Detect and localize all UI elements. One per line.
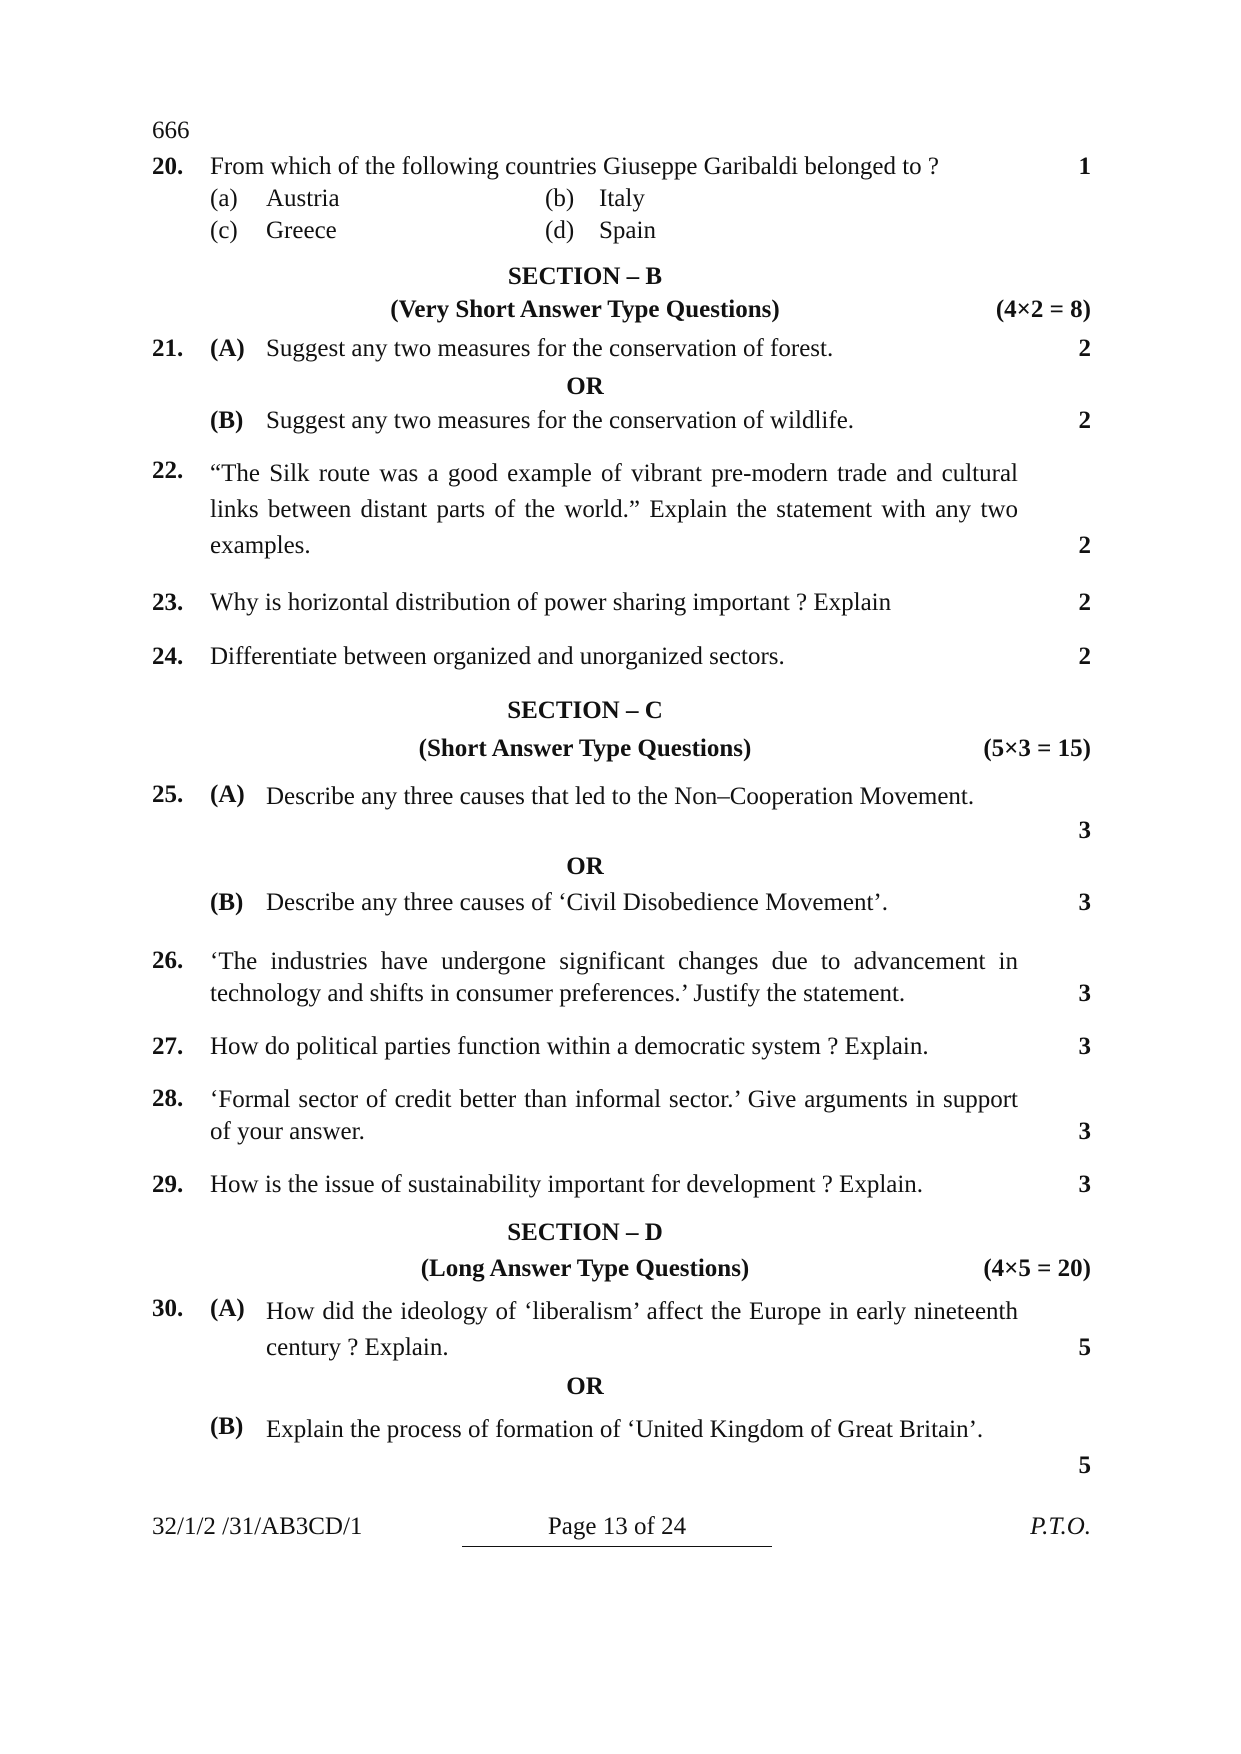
or-divider: OR	[566, 373, 604, 400]
sub-question-text: How did the ideology of ‘liberalism’ affect the Europe in early nineteenth century ? Explain.	[266, 1298, 1018, 1361]
option-text: Italy	[599, 185, 645, 212]
footer-code: 32/1/2 /31/AB3CD/1	[152, 1513, 363, 1540]
section-subtitle: (Long Answer Type Questions)	[420, 1255, 750, 1282]
question-marks: 1	[1078, 153, 1091, 180]
question-number: 24.	[152, 643, 184, 670]
question-marks: 3	[1078, 1171, 1091, 1198]
question-text: How do political parties function within a democratic system ? Explain.	[210, 1033, 929, 1060]
question-number: 25.	[152, 781, 184, 808]
question-marks: 3	[1078, 889, 1091, 916]
question-number: 21.	[152, 335, 184, 362]
or-divider: OR	[566, 853, 604, 880]
section-marks: (5×3 = 15)	[983, 735, 1091, 762]
section-title: SECTION – C	[507, 697, 663, 724]
question-number: 28.	[152, 1085, 184, 1112]
sub-question-text: Describe any three causes that led to the Non–Cooperation Movement.	[266, 783, 975, 810]
question-text: “The Silk route was a good example of vibrant pre-modern trade and cultural links between distant parts of the world.” Explain the statement with any two examples.	[210, 460, 1018, 559]
question-marks: 2	[1078, 532, 1091, 559]
sub-question-label: (A)	[210, 1295, 245, 1322]
option-label: (d)	[545, 217, 575, 244]
question-text: Why is horizontal distribution of power sharing important ? Explain	[210, 589, 892, 616]
sub-question-text: Suggest any two measures for the conservation of wildlife.	[266, 407, 855, 434]
sub-question-text: Suggest any two measures for the conservation of forest.	[266, 335, 834, 362]
section-subtitle: (Short Answer Type Questions)	[418, 735, 752, 762]
sub-question-label: (A)	[210, 335, 245, 362]
sub-question-label: (B)	[210, 407, 244, 434]
sub-question-label: (B)	[210, 889, 244, 916]
sub-question-text: Explain the process of formation of ‘United Kingdom of Great Britain’.	[266, 1416, 984, 1443]
option-label: (c)	[210, 217, 238, 244]
question-marks: 2	[1078, 643, 1091, 670]
question-marks: 3	[1078, 1033, 1091, 1060]
question-text: ‘The industries have undergone significant changes due to advancement in technology and shifts in consumer preferences.’ Justify the statement.	[210, 948, 1018, 1007]
footer-pto: P.T.O.	[1030, 1513, 1091, 1540]
question-marks: 3	[1078, 1118, 1091, 1145]
page-top-code: 666	[152, 117, 190, 144]
sub-question-text: Describe any three causes of ‘Civil Disobedience Movement’.	[266, 889, 889, 916]
footer-page-number: Page 13 of 24	[462, 1512, 772, 1547]
question-number: 22.	[152, 457, 184, 484]
sub-question-label: (A)	[210, 781, 245, 808]
question-number: 27.	[152, 1033, 184, 1060]
question-marks: 5	[1078, 1452, 1091, 1479]
question-text: From which of the following countries Giuseppe Garibaldi belonged to ?	[210, 153, 940, 180]
question-marks: 2	[1078, 335, 1091, 362]
question-number: 23.	[152, 589, 184, 616]
option-text: Austria	[266, 185, 340, 212]
question-text: Differentiate between organized and unorganized sectors.	[210, 643, 785, 670]
section-marks: (4×2 = 8)	[995, 296, 1091, 323]
option-text: Greece	[266, 217, 337, 244]
question-marks: 2	[1078, 589, 1091, 616]
question-marks: 5	[1078, 1334, 1091, 1361]
question-text: ‘Formal sector of credit better than informal sector.’ Give arguments in support of your answer.	[210, 1086, 1018, 1145]
question-number: 20.	[152, 153, 184, 180]
option-label: (a)	[210, 185, 238, 212]
question-number: 29.	[152, 1171, 184, 1198]
question-marks: 2	[1078, 407, 1091, 434]
section-marks: (4×5 = 20)	[983, 1255, 1091, 1282]
question-marks: 3	[1078, 980, 1091, 1007]
question-marks: 3	[1078, 817, 1091, 844]
or-divider: OR	[566, 1373, 604, 1400]
option-text: Spain	[599, 217, 656, 244]
section-subtitle: (Very Short Answer Type Questions)	[390, 296, 780, 323]
sub-question-label: (B)	[210, 1413, 244, 1440]
question-text: How is the issue of sustainability important for development ? Explain.	[210, 1171, 924, 1198]
question-number: 26.	[152, 947, 184, 974]
section-title: SECTION – D	[507, 1219, 663, 1246]
option-label: (b)	[545, 185, 575, 212]
question-number: 30.	[152, 1295, 184, 1322]
section-title: SECTION – B	[507, 263, 663, 290]
